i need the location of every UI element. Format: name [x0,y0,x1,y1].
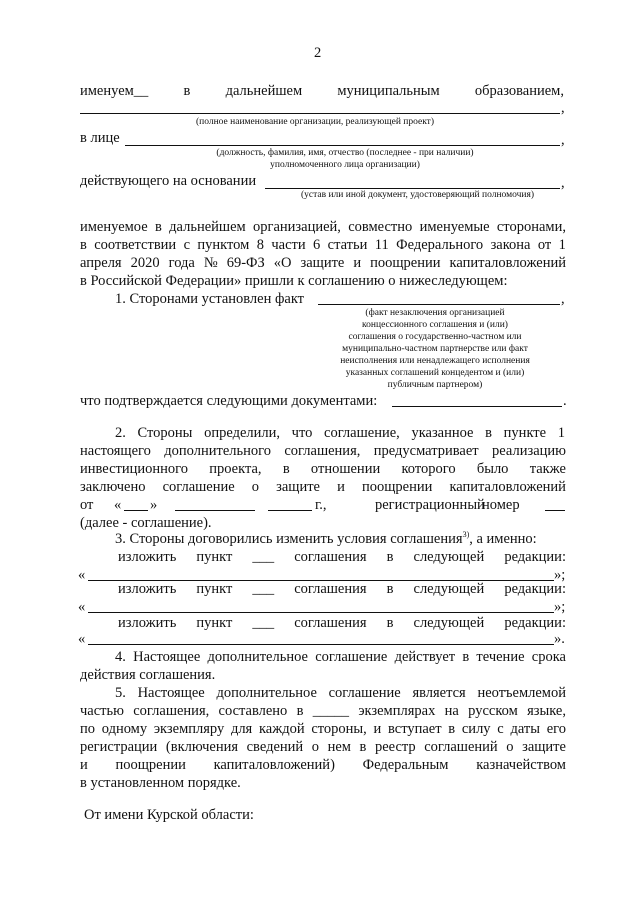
word: редакции: [504,549,566,565]
person-line [125,145,560,146]
number-line [545,510,565,511]
word: Настоящее [137,685,205,701]
word: соглашение [328,685,401,701]
word: также [529,461,566,477]
word: 4. [115,649,126,665]
date-ot: от [80,497,94,513]
word: соглашения, [133,703,210,719]
clause2-line [80,442,566,460]
word: Стороны [137,425,193,441]
documents-line [392,406,562,407]
word: вступает [388,721,442,737]
clause2-tail: (далее - соглашение). [80,515,212,531]
close-quote: »; [554,599,566,615]
word: редакции: [504,615,566,631]
word: поощрении [361,479,433,495]
fact-line [318,304,560,305]
amend-text-line [88,612,554,613]
word: образованием, [474,83,564,99]
word: которого [401,461,456,477]
acting-label: действующего на основании [80,173,257,189]
word: именуемые [419,219,490,235]
word: в [154,219,162,235]
intro-line [80,218,566,236]
word: с [183,237,191,253]
word: и [373,721,382,737]
word: соглашения [294,581,367,597]
word: ___ [252,581,275,597]
word: защите [276,479,320,495]
date-g: г., [315,497,327,513]
word: и [80,757,88,773]
word: неотъемлемой [477,685,566,701]
word: статьи [327,237,368,253]
word: экземплярах [358,703,436,719]
clause5-line [80,756,566,774]
word: защите [300,255,345,271]
word: соглашение [162,479,235,495]
word: заключено [80,479,146,495]
word: Федеральным [362,757,449,773]
amend-row [118,548,566,566]
footnote-ref: 3) [462,530,470,540]
comma: , [561,100,565,116]
period: . [563,393,567,409]
word: (включения [165,739,239,755]
page-number: 2 [314,45,322,61]
word: ___ [252,615,275,631]
clause2-line [115,424,565,442]
word: следующей [413,549,485,565]
word: Настоящее [133,649,201,665]
word: соответствии [94,237,177,253]
word: в [485,425,493,441]
word: пункт [196,581,233,597]
confirmed-label: что подтверждается следующими документами: [80,393,378,409]
word: предусматривает [373,443,479,459]
open-quote: « [78,567,86,583]
word: нем [327,739,351,755]
word: о [251,479,260,495]
comma: , [561,291,565,307]
clause3-main: 3. Стороны договорились изменить условия соглашения [115,531,463,547]
hint-basis: (устав или иной документ, удостоверяющий полномочия) [300,190,535,200]
clause2-line [80,478,566,496]
word: экземпляру [153,721,225,737]
word: 1 [558,237,566,253]
date-lq: « [114,497,122,513]
clause1-text: 1. Сторонами установлен факт [115,291,305,307]
word: русском [468,703,518,719]
word: действует [394,649,456,665]
word: 2. [115,425,126,441]
word: в [462,649,470,665]
word: капиталовложений [449,255,566,271]
word: отношении [310,461,381,477]
date-rq: » [150,497,158,513]
word: 11 [374,237,389,253]
word: силу [461,721,491,737]
clause5-line [80,702,566,720]
clause4-line: действия соглашения. [80,667,216,683]
word: с [497,721,504,737]
word: изложить [118,549,177,565]
word: 8 [256,237,264,253]
intro-line [80,254,566,272]
word: соглашения, [284,443,361,459]
word: апреля [80,255,122,271]
word: именуем__ [80,83,149,99]
word: реестр [374,739,416,755]
word: пунктом [197,237,250,253]
word: стороны, [311,721,367,737]
open-quote: « [78,599,86,615]
word: изложить [118,615,177,631]
word: течение [476,649,525,665]
clause3-text [115,530,537,548]
word: пункт [196,615,233,631]
word: 5. [115,685,126,701]
hint-fact: (факт незаключения организацией [365,308,505,318]
word: дополнительное [216,685,317,701]
word: ___ [252,549,275,565]
word: на [444,703,459,719]
word: является [412,685,466,701]
in-face-label: в лице [80,130,120,146]
word: дополнительного [164,443,271,459]
word: настоящего [80,443,151,459]
clause2-line [80,460,566,478]
word: регистрации [80,739,158,755]
hint-fact: концессионного соглашения и (или) [362,320,508,330]
word: и [353,255,362,271]
close-quote: »; [554,567,566,583]
word: определили, [204,425,281,441]
month-line [175,510,255,511]
word: составлено [218,703,288,719]
word: капиталовложений [449,479,566,495]
clause5-line [80,720,566,738]
word: в [282,461,290,477]
intro-line [80,236,566,254]
word: его [546,721,566,737]
date-reg: регистрационный [375,497,485,513]
word: 69-ФЗ [226,255,265,271]
clause5-line [80,738,566,756]
word: частью [80,703,124,719]
word: было [476,461,509,477]
hint-org: (полное наименование организации, реализующей проект) [195,117,434,127]
amend-text-line [88,644,554,645]
word: указанное [411,425,474,441]
word: именуемое [80,219,148,235]
word: сведений [246,739,304,755]
hint-fact: муниципально-частном партнерстве или факт [342,344,528,354]
word: дальнейшем [225,83,303,99]
word: в [80,237,87,253]
hint-fact: неисполнения или ненадлежащего исполнения [340,356,530,366]
word: № [203,255,218,271]
word: срока [531,649,566,665]
hint-person-1: (должность, фамилия, имя, отчество (последнее - при наличии) [216,148,474,158]
word: защите [522,739,566,755]
word: пункте [503,425,547,441]
word: изложить [118,581,177,597]
word: капиталовложений) [213,757,335,773]
open-quote: « [78,631,86,647]
word: 2020 [130,255,160,271]
year-line [268,510,312,511]
word: дополнительное [207,649,308,665]
clause5-line: в установленном порядке. [80,775,241,791]
word: соглашения [294,615,367,631]
hint-fact: соглашения о государственно-частном или [348,332,522,342]
signature-heading: От имени Курской области: [84,807,254,823]
word: инвестиционного [80,461,188,477]
word: каждой [258,721,305,737]
org-name-line [80,113,560,114]
word: что [291,425,313,441]
word: сторонами, [496,219,566,235]
day-line [124,510,148,511]
word: части [271,237,306,253]
word: Федерального [396,237,484,253]
word: даты [510,721,540,737]
word: следующей [413,581,485,597]
word: в [183,83,191,99]
word: казначейством [476,757,566,773]
hint-fact: публичным партнером) [387,380,483,390]
word: о [311,739,319,755]
word: совместно [348,219,413,235]
word: в [448,721,456,737]
word: о [506,739,514,755]
word: проекта, [209,461,262,477]
word: в [386,549,394,565]
word: 1 [557,425,565,441]
word: в [386,615,394,631]
word: соглашения [294,549,367,565]
hint-person-2: уполномоченного лица организации) [270,160,420,170]
word: соглашение, [324,425,400,441]
close-quote: ». [554,631,565,647]
word: в [386,581,394,597]
clause4-line [115,648,566,666]
word: организацией, [253,219,341,235]
word: реализацию [492,443,566,459]
word: от [537,237,552,253]
word: пункт [196,549,233,565]
word: в [296,703,304,719]
comma: , [561,175,565,191]
word: для [230,721,253,737]
hint-fact: указанных соглашений концедентом и (или) [345,368,525,378]
word: одному [101,721,148,737]
header-row-1 [80,82,564,100]
word: «О [273,255,292,271]
date-num: номер [482,497,520,513]
intro-line: в Российской Федерации» пришли к соглашению о нижеследующем: [80,273,508,289]
word: редакции: [504,581,566,597]
word: в [359,739,367,755]
word: года [168,255,195,271]
clause5-line [115,684,566,702]
comma: , [561,132,565,148]
word: соглашений [424,739,498,755]
word: _____ [312,703,350,719]
amend-row [118,580,566,598]
amend-row [118,614,566,632]
word: закона [490,237,531,253]
word: языке, [527,703,566,719]
word: и [337,479,345,495]
word: дальнейшем [169,219,246,235]
word: 6 [313,237,321,253]
word: соглашение [315,649,388,665]
word: следующей [413,615,485,631]
word: поощрении [115,757,186,773]
word: муниципальным [337,83,440,99]
word: по [80,721,96,737]
clause3-end: , а именно: [469,531,537,547]
word: поощрении [370,255,441,271]
